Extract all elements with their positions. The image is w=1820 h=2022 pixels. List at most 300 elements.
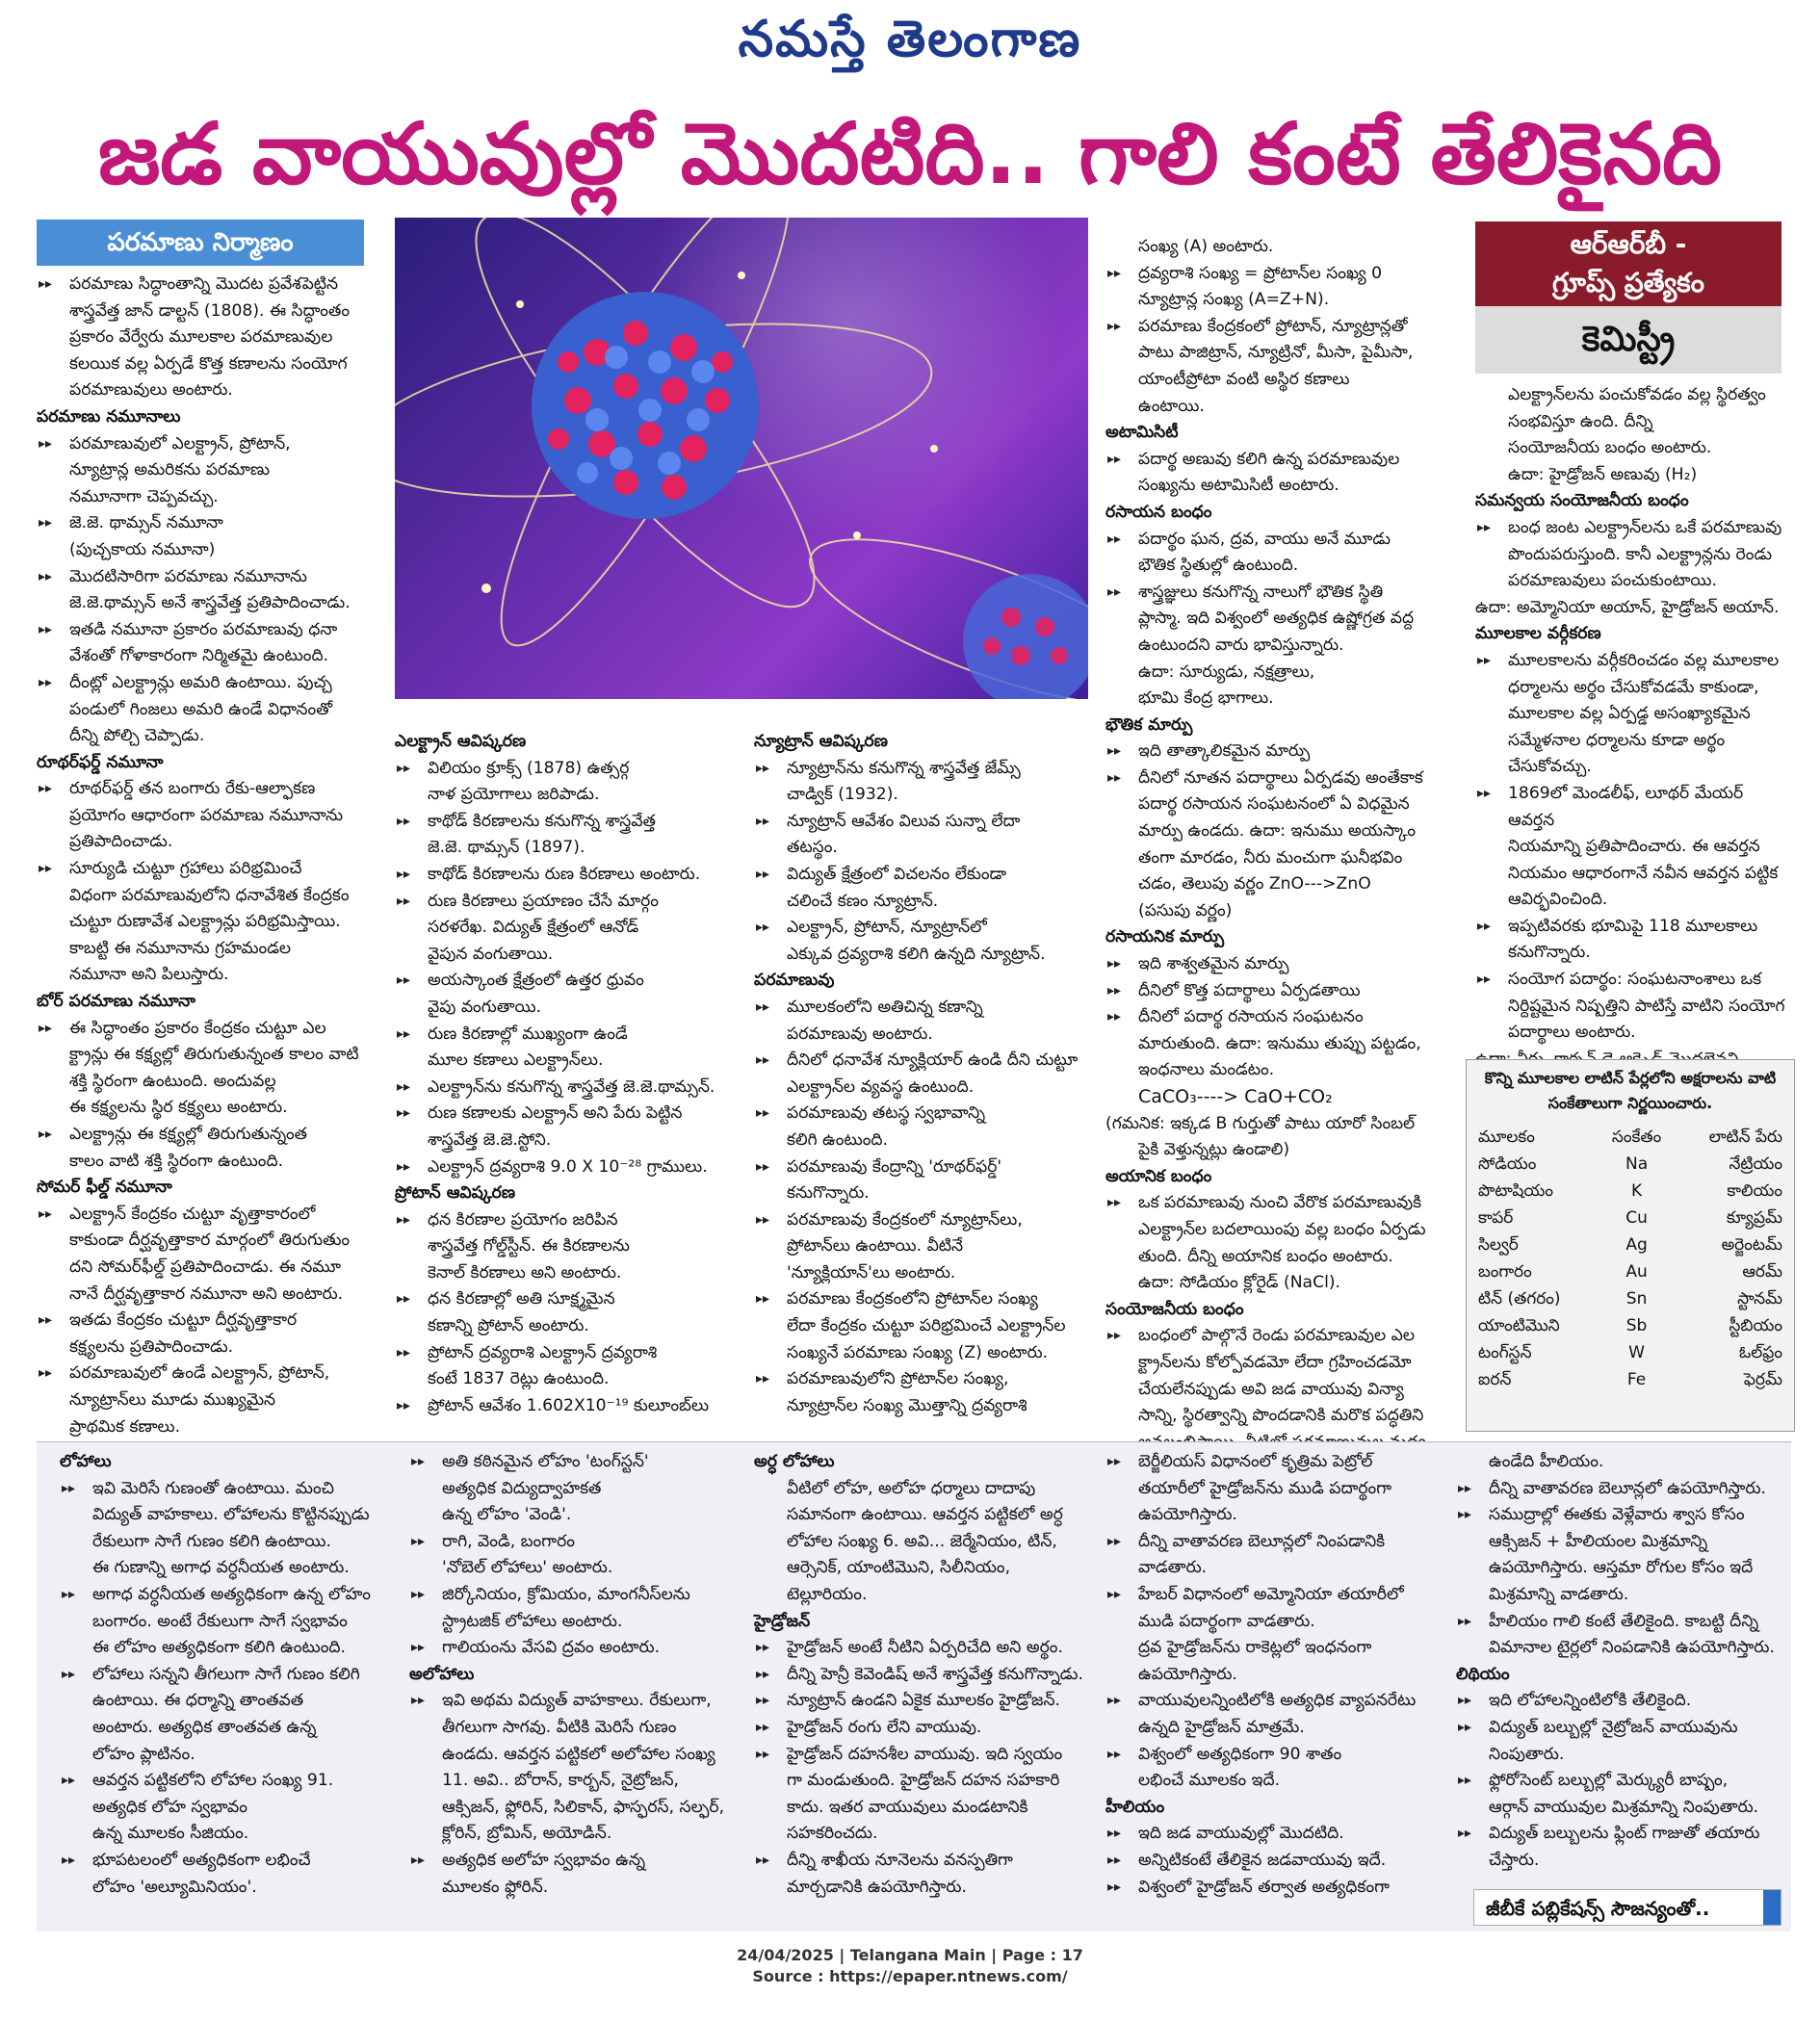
text-line: కలిగి ఉంటుంది. — [787, 1129, 889, 1150]
table-cell: క్యూప్రమ్ — [1726, 1208, 1782, 1228]
text-line: ▸▸ మూలకంలోని అతిచిన్న కణాన్ని — [754, 995, 1091, 1022]
text-line: ▸▸ సముద్రాల్లో ఈతకు వెళ్లేవారు శ్వాస కోసం — [1456, 1502, 1788, 1529]
text-line: శాస్త్రవేత్త గోల్డ్‌స్టీన్. ఈ కిరణాలను — [428, 1236, 631, 1257]
table-cell: K — [1630, 1181, 1643, 1201]
text-line: ▸▸ ఎలక్ట్రాన్లు ఈ కక్ష్యల్లో తిరుగుతున్నంత — [37, 1122, 374, 1149]
text-line: ▸▸ సంయోగ పదార్థం: సంఘటనాంశాలు ఒక — [1475, 967, 1793, 994]
text-line: క్లోరిన్, బ్రోమిన్, అయోడిన్. — [442, 1824, 612, 1844]
text-line: నాళ ప్రయోగాలు జరిపాడు. — [428, 785, 600, 805]
text-line: ▸▸ అన్నిటికంటే తేలికైన జడవాయువు ఇదే. — [1105, 1848, 1443, 1875]
text-line: పండులో గింజలు అమరి ఉండే విధానంతో — [69, 699, 332, 719]
column-neutron-atom — [754, 729, 1091, 1419]
text-line: ▸▸ పరమాణు కేంద్రకంలోని ప్రోటాన్‌ల సంఖ్య — [754, 1286, 1091, 1313]
newspaper-masthead: నమస్తే తెలంగాణ — [738, 10, 1082, 68]
text-line: ప్రోటాన్‌లు ఉంటాయి. వీటినే — [787, 1236, 964, 1257]
text-line: మిశ్రమాన్ని వాడతారు. — [1489, 1584, 1629, 1604]
text-line: ▸▸ అగాధ వర్ధనీయత అత్యధికంగా ఉన్న లోహం — [60, 1582, 387, 1609]
text-line: ఉంటుందని వారు భావిస్తున్నారు. — [1138, 635, 1344, 655]
text-line: ▸▸ అత్యధిక అలోహ స్వభావం ఉన్న — [409, 1848, 746, 1875]
text-line: ▸▸ ఇవి అథమ విద్యుత్ వాహకాలు. రేకులుగా, — [409, 1688, 746, 1715]
subheading: హీలియం — [1105, 1797, 1165, 1817]
table-row — [1476, 1178, 1784, 1205]
text-line: ▸▸ సూర్యుడి చుట్టూ గ్రహాలు పరిభ్రమించే — [37, 856, 374, 883]
subheading: మూలకాల వర్గీకరణ — [1475, 624, 1601, 644]
text-line: ▸▸ బంధ జంట ఎలక్ట్రాన్‌లను ఒకే పరమాణువు — [1475, 515, 1793, 542]
text-line: గా మండుతుంది. హైడ్రోజన్ దహన సహకారి — [787, 1771, 1060, 1791]
table-row — [1476, 1231, 1784, 1258]
text-line: ప్రాథమిక కణాలు. — [69, 1416, 181, 1437]
text-line: అంటారు. అత్యధిక తాంతవత ఉన్న — [92, 1717, 317, 1737]
text-line: ఉదా: హైడ్రోజన్ అణువు (H₂) — [1508, 464, 1698, 484]
text-line: ▸▸ న్యూట్రాన్ ఉండని ఏకైక మూలకం హైడ్రోజన్. — [754, 1688, 1086, 1715]
text-line: ▸▸ ఇప్పటివరకు భూమిపై 118 మూలకాలు — [1475, 914, 1793, 941]
text-line: ▸▸ భూపటలంలో అత్యధికంగా లభించే — [60, 1848, 387, 1875]
text-line: ▸▸ హైడ్రోజన్ దహనశీల వాయువు. ఇది స్వయం — [754, 1742, 1086, 1769]
text-line: ▸▸ పదార్థ అణువు కలిగి ఉన్న పరమాణువుల — [1105, 447, 1462, 474]
subheading: భౌతిక మార్పు — [1105, 714, 1193, 735]
text-line: కాదు. ఇతర వాయువులు మండటానికి — [787, 1797, 1028, 1817]
text-line: ▸▸ 1869లో మెండలీఫ్, లూథర్ మేయర్ ఆవర్తన — [1475, 781, 1793, 834]
text-line: ఆక్సిజన్ + హీలియంల మిశ్రమాన్ని — [1489, 1531, 1708, 1551]
text-line: నింపుతారు. — [1489, 1744, 1565, 1764]
text-line: పరమాణువు అంటారు. — [787, 1024, 933, 1044]
text-line: మూల కణాలు ఎలక్ట్రాన్‌లు. — [428, 1050, 604, 1071]
text-line: వైపు వంగుతాయి. — [428, 997, 542, 1017]
text-line: ▸▸ దీనిలో ధనావేశ న్యూక్లియార్ ఉండి దీని చుట్టూ — [754, 1048, 1091, 1075]
text-line: నియమాన్ని ప్రతిపాదించారు. ఈ ఆవర్తన — [1508, 837, 1760, 857]
text-line: ▸▸ ధన కిరణాల ప్రయోగం జరిపిన — [395, 1207, 741, 1234]
text-line: ▸▸ అతి కఠినమైన లోహం 'టంగ్‌స్టన్' — [409, 1449, 746, 1476]
text-line: ▸▸ పదార్థం ఘన, ద్రవ, వాయు అనే మూడు — [1105, 527, 1462, 554]
subheading: అర్ధ లోహాలు — [754, 1452, 835, 1471]
subheading: ఎలక్ట్రాన్ ఆవిష్కరణ — [395, 732, 527, 751]
text-line: ఆవిర్భవించింది. — [1508, 890, 1608, 910]
text-line: ▸▸ మొదటిసారిగా పరమాణు నమూనాను — [37, 564, 374, 591]
text-line: శాస్త్రవేత్త జాన్ డాల్టన్ (1808). ఈ సిద్ధాంతం — [69, 300, 351, 321]
column-electron-proton-discovery — [395, 729, 741, 1419]
text-line: ▸▸ దీన్ని వాతావరణ బెలూన్లలో ఉపయోగిస్తారు. — [1456, 1476, 1788, 1503]
page-footer — [0, 1945, 1820, 1987]
text-line: పదార్థాలు అంటారు. — [1508, 1023, 1636, 1043]
text-line: ▸▸ ఫ్లోరోసెంట్ బల్బుల్లో మెర్క్యురీ బాష్పం, — [1456, 1768, 1788, 1795]
text-line: ▸▸ దీన్ని శాఖీయ నూనెలను వనస్పతిగా — [754, 1848, 1086, 1875]
footer-source-link[interactable]: Source : https://epaper.ntnews.com/ — [752, 1967, 1068, 1985]
text-line: ▸▸ కాథోడ్ కిరణాలను రుణ కిరణాలు అంటారు. — [395, 862, 741, 889]
subheading: పరమాణువు — [754, 971, 835, 991]
text-line: ఉపయోగిస్తారు. ఆస్తమా రోగుల కోసం ఇదే — [1489, 1558, 1754, 1578]
text-line: భూమి కేంద్ర భాగాలు. — [1138, 688, 1274, 709]
text-line: పరమాణువులు పంచుకుంటాయి. — [1508, 571, 1717, 591]
text-line: ఉదా: అమ్మోనియా అయాన్, హైడ్రోజన్ అయాన్. — [1475, 597, 1780, 617]
text-line: కనుగొన్నారు. — [787, 1183, 870, 1204]
text-line: ▸▸ రుణ కణాలకు ఎలక్ట్రాన్ అని పేరు పెట్టిన — [395, 1101, 741, 1128]
text-line: ▸▸ విద్యుత్ క్షేత్రంలో విచలనం లేకుండా — [754, 862, 1091, 889]
subheading: హైడ్రోజన్ — [754, 1611, 811, 1631]
distant-nucleus — [963, 574, 1088, 699]
text-line: 'న్యూక్లియాన్'లు అంటారు. — [787, 1262, 956, 1283]
text-line: ▸▸ ఎలక్ట్రాన్‌ను కనుగొన్న శాస్త్రవేత్త జె.జె.థామ్సన్. — [395, 1075, 741, 1102]
column-atom-models — [37, 272, 374, 1440]
text-line: ఎక్కువ ద్రవ్యరాశి కలిగి ఉన్నది న్యూట్రాన్. — [787, 944, 1046, 964]
text-line: ▸▸ ఇది శాశ్వతమైన మార్పు — [1105, 951, 1462, 978]
text-line: పైకి వెళ్తున్నట్లు ఉండాలి) — [1138, 1140, 1290, 1160]
subheading: న్యూట్రాన్ ఆవిష్కరణ — [754, 732, 888, 751]
text-line: సహకరించదు. — [787, 1824, 878, 1844]
text-line: పరమాణువులు అంటారు. — [69, 380, 233, 401]
table-cell: కాలియం — [1727, 1181, 1782, 1201]
text-line: ▸▸ ఇది లోహాలన్నింటిలోకి తేలికైంది. — [1456, 1688, 1788, 1715]
text-line: 'నోబెల్ లోహాలు' అంటారు. — [442, 1558, 613, 1578]
text-line: ఆర్సెనిక్, యాంటిమొని, సిలీనియం, — [787, 1558, 1011, 1578]
text-line: ▸▸ కాథోడ్ కిరణాలను కనుగొన్న శాస్త్రవేత్త — [395, 809, 741, 836]
text-line: ▸▸ ఇతడు కేంద్రకం చుట్టూ దీర్ఘవృత్తాకార — [37, 1308, 374, 1335]
text-line: ▸▸ రూథర్‌ఫర్డ్ తన బంగారు రేకు-ఆల్ఫాకణ — [37, 776, 374, 803]
text-line: సమ్మేళనాల ధర్మాలను కూడా అర్థం — [1508, 730, 1726, 750]
column-chemical-bonds — [1105, 234, 1462, 1456]
text-line: దని సోమర్‌ఫీల్డ్ ప్రతిపాదించాడు. ఈ నమూ — [69, 1257, 341, 1277]
text-line: నమూనాగా చెప్పవచ్చు. — [69, 486, 219, 506]
text-line: ▸▸ విద్యుత్ బల్బులను ఫ్లింట్ గాజుతో తయారు — [1456, 1821, 1788, 1848]
text-line: నియమం ఆధారంగానే నవీన ఆవర్తన పట్టిక — [1508, 863, 1779, 883]
text-line: సమానంగా ఉంటాయి. ఆవర్తన పట్టికలో అర్ధ — [787, 1505, 1063, 1525]
table-cell: నేట్రియం — [1729, 1154, 1782, 1174]
text-line: ▸▸ పరమాణువులోని ప్రోటాన్‌ల సంఖ్య, — [754, 1366, 1091, 1393]
text-line: ▸▸ మూలకాలను వర్గీకరించడం వల్ల మూలకాల — [1475, 648, 1793, 675]
text-line: లోహం ప్లాటినం. — [92, 1744, 195, 1764]
text-line: ▸▸ న్యూట్రాన్‌ను కనుగొన్న శాస్త్రవేత్త జేమ్స్ — [754, 756, 1091, 783]
text-line: జె.జె. థామ్సన్ (1897). — [428, 838, 585, 858]
table-cell: అర్జెంటమ్ — [1721, 1235, 1782, 1255]
text-line: ▸▸ ద్రవ్యరాశి సంఖ్య = ప్రోటాన్‌ల సంఖ్య 0 — [1105, 261, 1462, 288]
text-line: ▸▸ దీన్ని హెన్రీ కెవెండిష్ అనే శాస్త్రవేత్త కనుగొన్నాడు. — [754, 1662, 1086, 1689]
text-line: చుట్టూ రుణావేశ ఎలక్ట్రాన్లు పరిభ్రమిస్తాయి. — [69, 912, 341, 932]
text-line: ▸▸ దీన్ని వాతావరణ బెలూన్లలో నింపడానికి — [1105, 1529, 1443, 1556]
text-line: లోహం 'అల్యూమినియం'. — [92, 1877, 257, 1897]
subheading: బోర్ పరమాణు నమూనా — [37, 992, 195, 1012]
column-hydrogen-helium — [1105, 1449, 1443, 1901]
text-line: ▸▸ పరమాణు సిద్ధాంతాన్ని మొదట ప్రవేశపెట్టిన — [37, 272, 374, 298]
text-line: ▸▸ పరమాణువు తటస్థ స్వభావాన్ని — [754, 1101, 1091, 1128]
text-line: ఎలక్ట్రాన్‌లను పంచుకోవడం వల్ల స్థిరత్వం — [1508, 385, 1766, 404]
nucleus-cluster — [532, 292, 759, 519]
text-line: కక్ష్యలను ప్రతిపాదించాడు. — [69, 1336, 234, 1357]
subheading: రసాయన బంధం — [1105, 502, 1212, 522]
text-line: ఉండేది హీలియం. — [1489, 1452, 1604, 1471]
text-line: ఈ లోహం అత్యధికంగా కలిగి ఉంటుంది. — [92, 1638, 347, 1658]
text-line: ▸▸ గాలియంను వేసవి ద్రవం అంటారు. — [409, 1635, 746, 1662]
text-line: ▸▸ విశ్వంలో అత్యధికంగా 90 శాతం — [1105, 1742, 1443, 1769]
text-line: (పసుపు వర్ణం) — [1138, 900, 1233, 920]
text-line: ▸▸ దీంట్లో ఎలక్ట్రాన్లు అమరి ఉంటాయి. పుచ్చ — [37, 670, 374, 697]
table-cell: Na — [1625, 1154, 1649, 1174]
subheading: సంయోజనీయ బంధం — [1105, 1299, 1244, 1319]
text-line: ఎలక్ట్రాన్‌ల వ్యవస్థ ఉంటుంది. — [787, 1076, 975, 1097]
table-cell: సిల్వర్ — [1478, 1235, 1519, 1255]
text-line: ఉదా: సోడియం క్లోరైడ్ (NaCl). — [1138, 1273, 1341, 1293]
text-line: ▸▸ దీనిలో నూతన పదార్థాలు ఏర్పడవు అంతేకాక — [1105, 765, 1462, 792]
text-line: ఉపయోగిస్తారు. — [1138, 1664, 1237, 1684]
subheading: ప్రోటాన్ ఆవిష్కరణ — [395, 1183, 516, 1204]
text-line: వైపున వంగుతాయి. — [428, 944, 554, 964]
text-line: ఇంధనాలు మండటం. — [1138, 1060, 1275, 1080]
text-line: ▸▸ విద్యుత్ బల్బుల్లో నైట్రోజన్ వాయువును — [1456, 1715, 1788, 1742]
text-line: ▸▸ రుణ కిరణాలు ప్రయాణం చేసే మార్గం — [395, 889, 741, 916]
text-line: క్ట్రాన్‌లను కోల్పోవడమో లేదా గ్రహించడమో — [1138, 1352, 1412, 1372]
text-line: ▸▸ రుణ కిరణాల్లో ముఖ్యంగా ఉండే — [395, 1022, 741, 1049]
text-line: సంభవిస్తూ ఉంది. దీన్ని — [1508, 411, 1653, 431]
text-line: ప్రకారం వేర్వేరు మూలకాల పరమాణువుల — [69, 327, 333, 348]
table-header-cell: మూలకం — [1478, 1128, 1535, 1147]
column-metalloids-hydrogen — [754, 1449, 1086, 1901]
text-line: లోహాల సంఖ్య 6. అవి... జెర్మేనియం, టిన్, — [787, 1531, 1057, 1551]
text-line: శాస్త్రవేత్త జె.జె.స్టోని. — [428, 1129, 552, 1150]
text-line: ▸▸ హీలియం గాలి కంటే తేలికైంది. కాబట్టి దీన్ని — [1456, 1609, 1788, 1636]
table-cell: Sn — [1625, 1289, 1648, 1309]
text-line: 11. అవి.. బోరాన్, కార్బన్, నైట్రోజన్, — [442, 1771, 679, 1791]
text-line: కాలం వాటి శక్తి స్థిరంగా ఉంటుంది. — [69, 1151, 284, 1171]
table-cell: W — [1628, 1343, 1645, 1362]
text-line: ▸▸ జిర్కోనియం, క్రోమియం, మాంగనీస్‌లను — [409, 1582, 746, 1609]
text-line: ఆక్సిజన్, ఫ్లోరిన్, సిలికాన్, ఫాస్ఫరస్, సల్ఫర్, — [442, 1797, 725, 1817]
text-line: ▸▸ దీనిలో పదార్థ రసాయన సంఘటనం — [1105, 1004, 1462, 1031]
text-line: బంగారం. అంటే రేకులుగా సాగే స్వభావం — [92, 1611, 348, 1631]
subheading: రూథర్‌ఫర్డ్ నమూనా — [37, 752, 164, 772]
text-line: సాన్ని, స్థిరత్వాన్ని పొందడానికి మరొక పద్ధతిని — [1138, 1406, 1424, 1426]
text-line: విధంగా పరమాణువులోని ధనావేశిత కేంద్రకం — [69, 885, 350, 905]
table-row — [1476, 1258, 1784, 1285]
text-line: ఉండదు. ఆవర్తన పట్టికలో అలోహాల సంఖ్య — [442, 1744, 715, 1764]
text-line: చేయలేనప్పుడు అవి జడ వాయువు విన్యా — [1138, 1379, 1404, 1399]
text-line: టెల్లూరియం. — [787, 1584, 868, 1604]
text-line: ▸▸ ఒక పరమాణువు నుంచి వేరొక పరమాణువుకి — [1105, 1190, 1462, 1217]
text-line: సంఖ్యను అటామిసిటీ అంటారు. — [1138, 476, 1339, 496]
text-line: కెనాల్ కిరణాలు అని అంటారు. — [428, 1262, 622, 1283]
text-line: చేసుకోవచ్చు. — [1508, 757, 1592, 777]
text-line: తంగా మారడం, నీరు మంచుగా ఘనీభవిం — [1138, 847, 1403, 868]
column-helium-lithium — [1456, 1449, 1788, 1875]
text-line: ▸▸ ఇతడి నమూనా ప్రకారం పరమాణువు ధనా — [37, 617, 374, 644]
text-line: చడం, తెలుపు వర్ణం ZnO--->ZnO — [1138, 874, 1371, 894]
footer-date-page: 24/04/2025 | Telangana Main | Page : 17 — [737, 1946, 1083, 1964]
text-line: ▸▸ వాయువులన్నింటిలోకి అత్యధిక వ్యాపనరేటు — [1105, 1688, 1443, 1715]
text-line: స్ట్రాటజిక్ లోహాలు అంటారు. — [442, 1611, 623, 1631]
table-cell: యాంటిమొని — [1478, 1316, 1560, 1335]
text-line: ▸▸ ఇది జడ వాయువుల్లో మొదటిది. — [1105, 1821, 1443, 1848]
text-line: పాటు పాజిట్రాన్, న్యూట్రినో, మీసా, పైమీసా, — [1138, 343, 1414, 363]
text-line: కనుగొన్నారు. — [1508, 943, 1591, 963]
text-line: ▸▸ ఇది తాత్కాలికమైన మార్పు — [1105, 739, 1462, 765]
table-cell: Ag — [1625, 1235, 1648, 1255]
subheading: అయానిక బంధం — [1105, 1166, 1212, 1186]
text-line: తయారీలో హైడ్రోజన్‌ను ముడి పదార్థంగా — [1138, 1478, 1392, 1498]
text-line: ▸▸ ధన కిరణాల్లో అతి సూక్ష్మమైన — [395, 1286, 741, 1313]
text-line: మార్చడానికి ఉపయోగిస్తారు. — [787, 1877, 967, 1897]
text-line: ▸▸ లోహాలు సన్నని తీగలుగా సాగే గుణం కలిగి — [60, 1662, 387, 1689]
text-line: కణాన్ని ప్రోటాన్ అంటారు. — [428, 1316, 589, 1336]
text-line: ఉపయోగిస్తారు. — [1138, 1505, 1237, 1525]
text-line: ▸▸ శాస్త్రజ్ఞులు కనుగొన్న నాలుగో భౌతిక స్థితి — [1105, 580, 1462, 607]
rrb-groups-banner — [1475, 221, 1781, 306]
text-line: క్ట్రాన్లు ఈ కక్ష్యల్లో తిరుగుతున్నంత కాలం వాటి — [69, 1045, 359, 1065]
text-line: ▸▸ రాగి, వెండి, బంగారం — [409, 1529, 746, 1556]
text-line: విద్యుత్ వాహకాలు. లోహాలను కొట్టినప్పుడు — [92, 1505, 370, 1525]
column-bonds-classification — [1475, 382, 1793, 1073]
text-line: ▸▸ ఎలక్ట్రాన్, ప్రోటాన్, న్యూట్రాన్‌లో — [754, 915, 1091, 942]
subheading: సోమర్ ఫీల్డ్ నమూనా — [37, 1178, 172, 1198]
section-title-atom-structure: పరమాణు నిర్మాణం — [37, 220, 364, 266]
text-line: ఈ గుణాన్ని అగాధ వర్ధనీయత అంటారు. — [92, 1558, 350, 1578]
text-line: (గమనిక: ఇక్కడ B గుర్తుతో పాటు యారో సింబల్ — [1105, 1113, 1416, 1133]
subheading: పరమాణు నమూనాలు — [37, 406, 181, 427]
text-line: ▸▸ జె.జె. థామ్సన్ నమూనా — [37, 510, 374, 537]
article-headline: జడ వాయువుల్లో మొదటిది.. గాలి కంటే తేలికైనది — [97, 104, 1723, 203]
text-line: ఆర్గాన్ వాయువుల మిశ్రమాన్ని నింపుతారు. — [1489, 1797, 1759, 1817]
atom-nucleus-image — [395, 218, 1088, 699]
table-cell: Sb — [1625, 1316, 1648, 1335]
table-cell: కాపర్ — [1478, 1208, 1514, 1228]
text-line: ఉంటాయి. ఈ ధర్మాన్ని తాంతవత — [92, 1691, 304, 1711]
text-line: న్యూట్రాన్‌లు మూడు ముఖ్యమైన — [69, 1389, 276, 1410]
text-line: ▸▸ ఆవర్తన పట్టికలోని లోహాల సంఖ్య 91. — [60, 1768, 387, 1795]
subheading: రసాయనిక మార్పు — [1105, 927, 1225, 947]
text-line: ▸▸ పరమాణు కేంద్రకంలో ప్రోటాన్, న్యూట్రాన్లతో — [1105, 314, 1462, 341]
atom-illustration — [395, 218, 1088, 699]
text-line: సంయోజనీయ బంధం అంటారు. — [1508, 438, 1712, 458]
rrb-line-2: గ్రూప్స్ ప్రత్యేకం — [1551, 267, 1704, 298]
table-cell: పొటాషియం — [1478, 1181, 1553, 1201]
text-line: చలించే కణం న్యూట్రాన్. — [787, 891, 939, 911]
text-line: ▸▸ బంధంలో పాల్గొనే రెండు పరమాణువుల ఎల — [1105, 1323, 1462, 1350]
text-line: ఎలక్ట్రాన్‌ల బదలాయింపు వల్ల బంధం ఏర్పడు — [1138, 1219, 1426, 1239]
column-metals — [60, 1449, 387, 1901]
text-line: వాడతారు. — [1138, 1558, 1208, 1578]
text-line: ▸▸ ఈ సిద్ధాంతం ప్రకారం కేంద్రకం చుట్టూ ఎల — [37, 1016, 374, 1043]
text-line: ▸▸ పరమాణువులో ఉండే ఎలక్ట్రాన్, ప్రోటాన్, — [37, 1361, 374, 1387]
table-cell: బంగారం — [1478, 1262, 1532, 1282]
text-line: ఈ కక్ష్యలను స్థిర కక్ష్యలు అంటారు. — [69, 1098, 288, 1118]
text-line: ▸▸ ఇవి మెరిసే గుణంతో ఉంటాయి. మంచి — [60, 1476, 387, 1503]
table-row — [1476, 1366, 1784, 1393]
text-line: న్యూట్రాన్ల సంఖ్య (A=Z+N). — [1138, 290, 1330, 310]
latin-names-table-box — [1466, 1059, 1795, 1432]
text-line: దీన్ని పోల్చి చెప్పాడు. — [69, 726, 205, 746]
text-line: తీగలుగా సాగవు. వీటికి మెరిసే గుణం — [442, 1717, 677, 1737]
text-line: సంఖ్యనే పరమాణు సంఖ్య (Z) అంటారు. — [787, 1342, 1049, 1362]
text-line: మూలకం ఫ్లోరిన్. — [442, 1877, 549, 1897]
subheading: లోహాలు — [60, 1452, 112, 1471]
table-row — [1476, 1151, 1784, 1178]
table-cell: ఫెర్రమ్ — [1743, 1370, 1782, 1389]
latin-names-table — [1476, 1124, 1784, 1393]
table-cell: ఓల్‌ఫ్రం — [1738, 1343, 1782, 1362]
text-line: ▸▸ హైడ్రోజన్ రంగు లేని వాయువు. — [754, 1715, 1086, 1742]
table-cell: టిన్ (తగరం) — [1478, 1289, 1561, 1309]
text-line: చేస్తారు. — [1489, 1850, 1540, 1870]
text-line: CaCO₃----> CaO+CO₂ — [1138, 1086, 1333, 1107]
table-row — [1476, 1205, 1784, 1231]
text-line: ఉన్నది హైడ్రోజన్ మాత్రమే. — [1138, 1717, 1305, 1737]
table-row — [1476, 1312, 1784, 1339]
text-line: మార్పు ఉండదు. ఉదా: ఇనుము అయస్కాం — [1138, 821, 1417, 842]
text-line: శక్తి స్థిరంగా ఉంటుంది. అందువల్ల — [69, 1071, 276, 1091]
table-cell: స్టానమ్ — [1737, 1289, 1782, 1309]
credit-gbk-publications: జీబీకే పబ్లికేషన్స్ సౌజన్యంతో.. — [1473, 1889, 1781, 1926]
text-line: విమానాల టైర్లలో నింపడానికి ఉపయోగిస్తారు. — [1489, 1638, 1775, 1658]
text-line: లభించే మూలకం ఇదే. — [1138, 1771, 1281, 1791]
text-line: కలయిక వల్ల ఏర్పడే కొత్త కణాలను సంయోగ — [69, 353, 348, 374]
table-cell: ఐరన్ — [1478, 1370, 1512, 1389]
text-line: సంఖ్య (A) అంటారు. — [1138, 237, 1274, 256]
text-line: ప్రతిపాదించాడు. — [69, 832, 173, 852]
text-line: ▸▸ న్యూట్రాన్ ఆవేశం విలువ సున్నా లేదా — [754, 809, 1091, 836]
subheading: అటామిసిటీ — [1105, 423, 1179, 443]
table-caption: కొన్ని మూలకాల లాటిన్ పేర్లలోని అక్షరాలను వాటి సంకేతాలుగా నిర్ణయించారు. — [1484, 1069, 1777, 1112]
text-line: ప్లాస్మా. ఇది విశ్వంలో అత్యధిక ఉష్ణోగ్రత వద్ద — [1138, 609, 1415, 629]
text-line: ▸▸ బెర్జీలియస్ విధానంలో కృత్రిమ పెట్రోల్ — [1105, 1449, 1443, 1476]
text-line: ▸▸ విలియం క్రూక్స్ (1878) ఉత్సర్గ — [395, 756, 741, 783]
text-line: ▸▸ ఎలక్ట్రాన్ ద్రవ్యరాశి 9.0 X 10⁻²⁸ గ్రాములు. — [395, 1154, 741, 1181]
subheading: లిథియం — [1456, 1664, 1510, 1684]
text-line: ఉంటాయి. — [1138, 396, 1205, 416]
text-line: ▸▸ ప్రోటాన్ ద్రవ్యరాశి ఎలక్ట్రాన్ ద్రవ్యరాశి — [395, 1340, 741, 1367]
subheading: సమన్వయ సంయోజనీయ బంధం — [1475, 491, 1689, 511]
text-line: ▸▸ అయస్కాంత క్షేత్రంలో ఉత్తర ధ్రువం — [395, 968, 741, 995]
text-line: ఉన్న మూలకం సీజియం. — [92, 1824, 249, 1844]
text-line: యాంటీప్రోటా వంటి అస్థిర కణాలు — [1138, 369, 1350, 389]
text-line: వేశంతో గోళాకారంగా నిర్మితమై ఉంటుంది. — [69, 646, 329, 666]
text-line: నమూనా అని పిలుస్తారు. — [69, 965, 229, 985]
text-line: ముడి పదార్థంగా వాడతారు. — [1138, 1611, 1315, 1631]
text-line: ▸▸ పరమాణువులో ఎలక్ట్రాన్, ప్రోటాన్, — [37, 431, 374, 458]
text-line: భౌతిక స్థితుల్లో ఉంటుంది. — [1138, 556, 1299, 576]
text-line: తుంది. దీన్ని అయానిక బంధం అంటారు. — [1138, 1246, 1393, 1266]
table-cell: స్టీబియం — [1729, 1316, 1782, 1335]
text-line: ఉన్న లోహం 'వెండి'. — [442, 1505, 572, 1525]
text-line: ▸▸ ప్రోటాన్ ఆవేశం 1.602X10⁻¹⁹ కులూంబ్‌లు — [395, 1393, 741, 1420]
text-line: కంటే 1837 రెట్లు ఉంటుంది. — [428, 1369, 610, 1389]
table-header-cell: లాటిన్ పేరు — [1708, 1128, 1782, 1147]
text-line: ఉదా: సూర్యుడు, నక్షత్రాలు, — [1138, 661, 1315, 682]
text-line: ద్రవ హైడ్రోజన్‌ను రాకెట్లలో ఇంధనంగా — [1138, 1638, 1372, 1658]
text-line: జె.జె.థామ్సన్ అనే శాస్త్రవేత్త ప్రతిపాదించాడు. — [69, 593, 351, 613]
text-line: ధర్మాలను అర్థం చేసుకోవడమే కాకుండా, — [1508, 677, 1759, 697]
subheading: అలోహాలు — [409, 1664, 475, 1684]
text-line: మారుతుంది. ఉదా: ఇనుము తుప్పు పట్టడం, — [1138, 1033, 1421, 1053]
table-row — [1476, 1285, 1784, 1312]
text-line: లేదా కేంద్రకం చుట్టూ పరిభ్రమించే ఎలక్ట్రాన్‌ల — [787, 1316, 1066, 1336]
text-line: పదార్థ రసాయన సంఘటనంలో ఏ విధమైన — [1138, 794, 1410, 815]
table-cell: Au — [1625, 1262, 1648, 1282]
table-cell: Fe — [1626, 1370, 1647, 1389]
text-line: ▸▸ పరమాణువు కేంద్రకంలో న్యూట్రాన్‌లు, — [754, 1207, 1091, 1234]
table-cell: టంగ్‌స్టన్ — [1478, 1343, 1532, 1362]
text-line: ▸▸ ఎలక్ట్రాన్ కేంద్రకం చుట్టూ వృత్తాకారంలో — [37, 1202, 374, 1229]
text-line: ▸▸ హేబర్ విధానంలో అమ్మోనియా తయారీలో — [1105, 1582, 1443, 1609]
text-line: తటస్థం. — [787, 838, 838, 858]
text-line: సరళరేఖ. విద్యుత్ క్షేత్రంలో ఆనోడ్ — [428, 918, 639, 938]
text-line: మూలకాల వల్ల ఏర్పడ్డ అసంఖ్యాకమైన — [1508, 704, 1751, 724]
text-line: నిర్దిష్టమైన నిష్పత్తిని పాటిస్తే వాటిని సంయోగ — [1508, 996, 1785, 1016]
column-metals-nonmetals — [409, 1449, 746, 1901]
text-line: న్యూట్రాన్‌ల సంఖ్య మొత్తాన్ని ద్రవ్యరాశి — [787, 1395, 1027, 1415]
table-row — [1476, 1339, 1784, 1366]
text-line: ▸▸ విశ్వంలో హైడ్రోజన్ తర్వాత అత్యధికంగా — [1105, 1875, 1443, 1902]
text-line: ▸▸ హైడ్రోజన్ అంటే నీటిని ఏర్పరిచేది అని అర్థం. — [754, 1635, 1086, 1662]
text-line: న్యూట్రాన్ల అమరికను పరమాణు — [69, 460, 271, 480]
text-line: ▸▸ పరమాణువు కేంద్రాన్ని 'రూథర్‌ఫర్డ్' — [754, 1154, 1091, 1181]
subject-chemistry-label: కెమిస్ట్రీ — [1475, 306, 1781, 374]
text-line: పొందుపరుస్తుంది. కానీ ఎలక్ట్రాన్లను రెండు — [1508, 544, 1773, 564]
